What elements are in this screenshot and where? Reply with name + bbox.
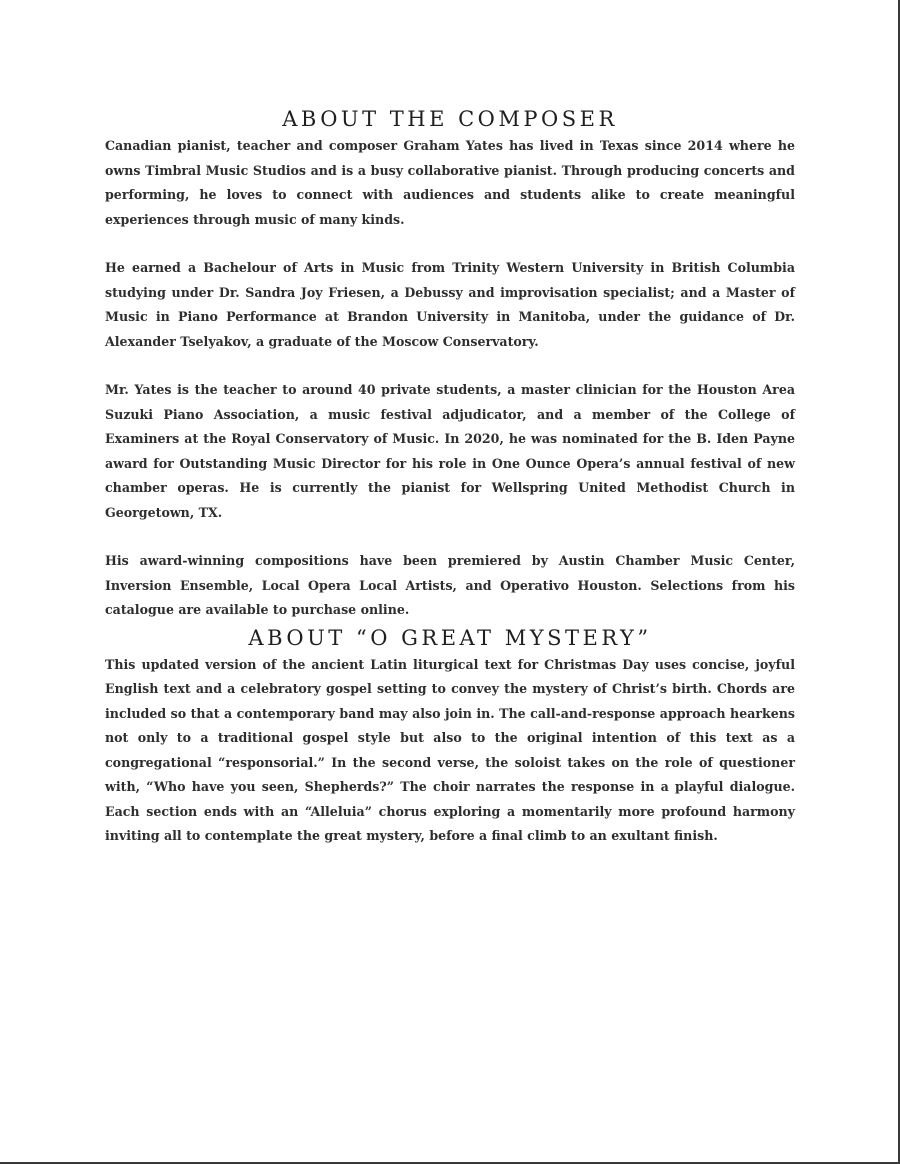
section-title-about-piece: ABOUT “O GREAT MYSTERY” [248,625,652,650]
composer-paragraph-4: His award-winning compositions have been premiered by Austin Chamber Music Center, Inversion Ensemble, Local Opera Local Artists, and Operativo Houston. Selections from his catalogue are available to purchase online. [105,553,795,617]
composer-paragraph-1: Canadian pianist, teacher and composer Graham Yates has lived in Texas since 2014 where he owns Timbral Music Studios and is a busy collaborative pianist. Through producing concerts and performing, he loves to connect with audiences and students alike to create meaningful experiences through music of many kinds. [105,138,795,227]
composer-paragraph-2: He earned a Bachelour of Arts in Music from Trinity Western University in British Columbia studying under Dr. Sandra Joy Friesen, a Debussy and improvisation specialist; and a Master of Music in Piano Performance at Brandon University in Manitoba, under the guidance of Dr. Alexander Tselyakov, a graduate of the Moscow Conservatory. [105,260,795,349]
piece-paragraph-1: This updated version of the ancient Latin liturgical text for Christmas Day uses concise, joyful English text and a celebratory gospel setting to convey the mystery of Christ’s birth. Chords are included so that a contemporary band may also join in. The call-and-response approach hearkens not only to a traditional gospel style but also to the original intention of this text as a congregational “responsorial.” In the second verse, the soloist takes on the role of questioner with, “Who have you seen, Shepherds?” The choir narrates the response in a playful dialogue. Each section ends with an “Alleluia” chorus exploring a momentarily more profound harmony inviting all to contemplate the great mystery, before a final climb to an exultant finish. [105,656,795,843]
section-title-about-composer: ABOUT THE COMPOSER [282,107,618,131]
document-body [105,104,795,849]
composer-paragraph-3: Mr. Yates is the teacher to around 40 private students, a master clinician for the Houston Area Suzuki Piano Association, a music festival adjudicator, and a member of the College of Examiners at the Royal Conservatory of Music. In 2020, he was nominated for the B. Iden Payne award for Outstanding Music Director for his role in One Ounce Opera’s annual festival of new chamber operas. He is currently the pianist for Wellspring United Methodist Church in Georgetown, TX. [105,382,795,520]
